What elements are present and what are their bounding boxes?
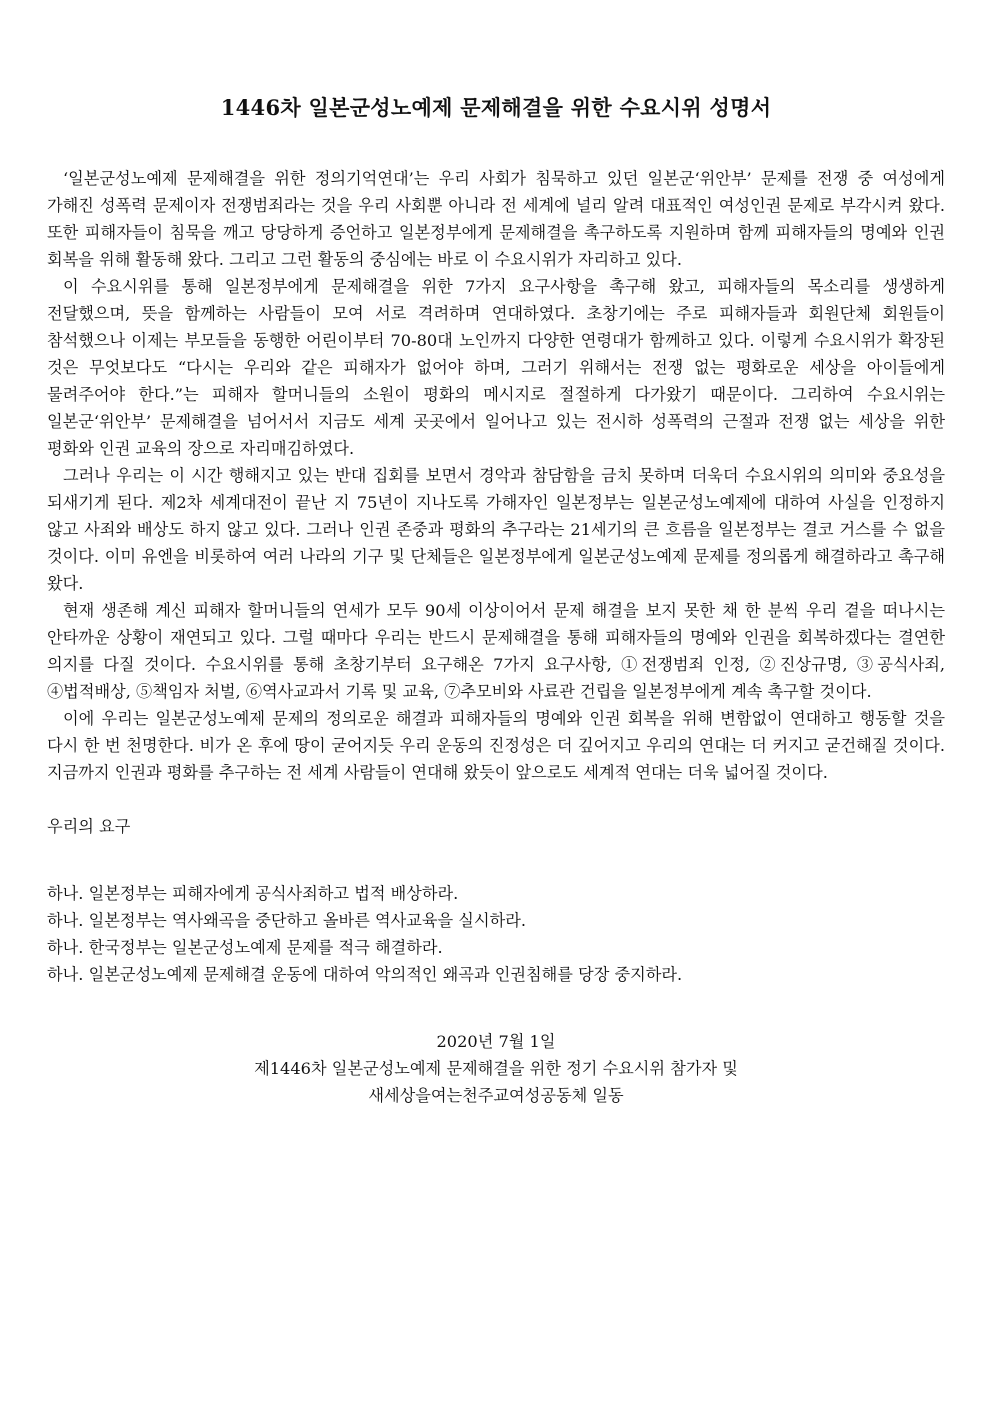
paragraph-3: 그러나 우리는 이 시간 행해지고 있는 반대 집회를 보면서 경악과 참담함을 금치 못하며 더욱더 수요시위의 의미와 중요성을 되새기게 된다. 제2차 세계대전이 끝난 지 75년이 지나도록 가해자인 일본정부는 일본군성노예제에 대하여 사실을 인정하지 않고 사죄와 배상도 하지 않고 있다. 그러나 인권 존중과 평화의 추구라는 21세기의 큰 흐름을 일본정부는 결코 거스를 수 없을 것이다. 이미 유엔을 비롯하여 여러 나라의 기구 및 단체들은 일본정부에게 일본군성노예제 문제를 정의롭게 해결하라고 촉구해 왔다. bbox=[47, 466, 945, 593]
demand-item: 하나. 일본정부는 역사왜곡을 중단하고 올바른 역사교육을 실시하라. bbox=[47, 911, 527, 930]
demand-item: 하나. 일본군성노예제 문제해결 운동에 대하여 악의적인 왜곡과 인권침해를 당장 중지하라. bbox=[47, 965, 683, 984]
signatory-line-1: 제1446차 일본군성노예제 문제해결을 위한 정기 수요시위 참가자 및 bbox=[254, 1059, 738, 1078]
demand-item: 하나. 한국정부는 일본군성노예제 문제를 적극 해결하라. bbox=[47, 938, 443, 957]
statement-body bbox=[47, 165, 945, 786]
statement-date: 2020년 7월 1일 bbox=[436, 1032, 556, 1051]
demand-item: 하나. 일본정부는 피해자에게 공식사죄하고 법적 배상하라. bbox=[47, 884, 459, 903]
paragraph-2: 이 수요시위를 통해 일본정부에게 문제해결을 위한 7가지 요구사항을 촉구해 왔고, 피해자들의 목소리를 생생하게 전달했으며, 뜻을 함께하는 사람들이 모여 서로 격려하며 연대하였다. 초창기에는 주로 피해자들과 회원단체 회원들이 참석했으나 이제는 부모들을 동행한 어린이부터 70-80대 노인까지 다양한 연령대가 함께하고 있다. 이렇게 수요시위가 확장된 것은 무엇보다도 “다시는 우리와 같은 피해자가 없어야 하며, 그러기 위해서는 전쟁 없는 평화로운 세상을 아이들에게 물려주어야 한다.”는 피해자 할머니들의 소원이 평화의 메시지로 절절하게 다가왔기 때문이다. 그리하여 수요시위는 일본군‘위안부’ 문제해결을 넘어서서 지금도 세계 곳곳에서 일어나고 있는 전시하 성폭력의 근절과 전쟁 없는 세상을 위한 평화와 인권 교육의 장으로 자리매김하였다. bbox=[47, 277, 945, 458]
signatory-line-2: 새세상을여는천주교여성공동체 일동 bbox=[368, 1086, 624, 1105]
demands-heading: 우리의 요구 bbox=[47, 817, 131, 836]
paragraph-5: 이에 우리는 일본군성노예제 문제의 정의로운 해결과 피해자들의 명예와 인권 회복을 위해 변함없이 연대하고 행동할 것을 다시 한 번 천명한다. 비가 온 후에 땅이 굳어지듯 우리 운동의 진정성은 더 깊어지고 우리의 연대는 더 커지고 굳건해질 것이다. 지금까지 인권과 평화를 추구하는 전 세계 사람들이 연대해 왔듯이 앞으로도 세계적 연대는 더욱 넓어질 것이다. bbox=[47, 709, 945, 782]
demands-list bbox=[47, 880, 945, 988]
paragraph-4: 현재 생존해 계신 피해자 할머니들의 연세가 모두 90세 이상이어서 문제 해결을 보지 못한 채 한 분씩 우리 곁을 떠나시는 안타까운 상황이 재연되고 있다. 그럴 때마다 우리는 반드시 문제해결을 통해 피해자들의 명예와 인권을 회복하겠다는 결연한 의지를 다질 것이다. 수요시위를 통해 초창기부터 요구해온 7가지 요구사항, ①전쟁범죄 인정, ②진상규명, ③공식사죄, ④법적배상, ⑤책임자 처벌, ⑥역사교과서 기록 및 교육, ⑦추모비와 사료관 건립을 일본정부에게 계속 촉구할 것이다. bbox=[47, 601, 945, 701]
statement-page bbox=[47, 0, 945, 1109]
signature-block bbox=[47, 1028, 945, 1109]
document-title: 1446차 일본군성노예제 문제해결을 위한 수요시위 성명서 bbox=[220, 95, 772, 120]
paragraph-1: ‘일본군성노예제 문제해결을 위한 정의기억연대’는 우리 사회가 침묵하고 있던 일본군‘위안부’ 문제를 전쟁 중 여성에게 가해진 성폭력 문제이자 전쟁범죄라는 것을 우리 사회뿐 아니라 전 세계에 널리 알려 대표적인 여성인권 문제로 부각시켜 왔다. 또한 피해자들이 침묵을 깨고 당당하게 증언하고 일본정부에게 문제해결을 촉구하도록 지원하며 함께 피해자들의 명예와 인권 회복을 위해 활동해 왔다. 그리고 그런 활동의 중심에는 바로 이 수요시위가 자리하고 있다. bbox=[47, 169, 945, 269]
